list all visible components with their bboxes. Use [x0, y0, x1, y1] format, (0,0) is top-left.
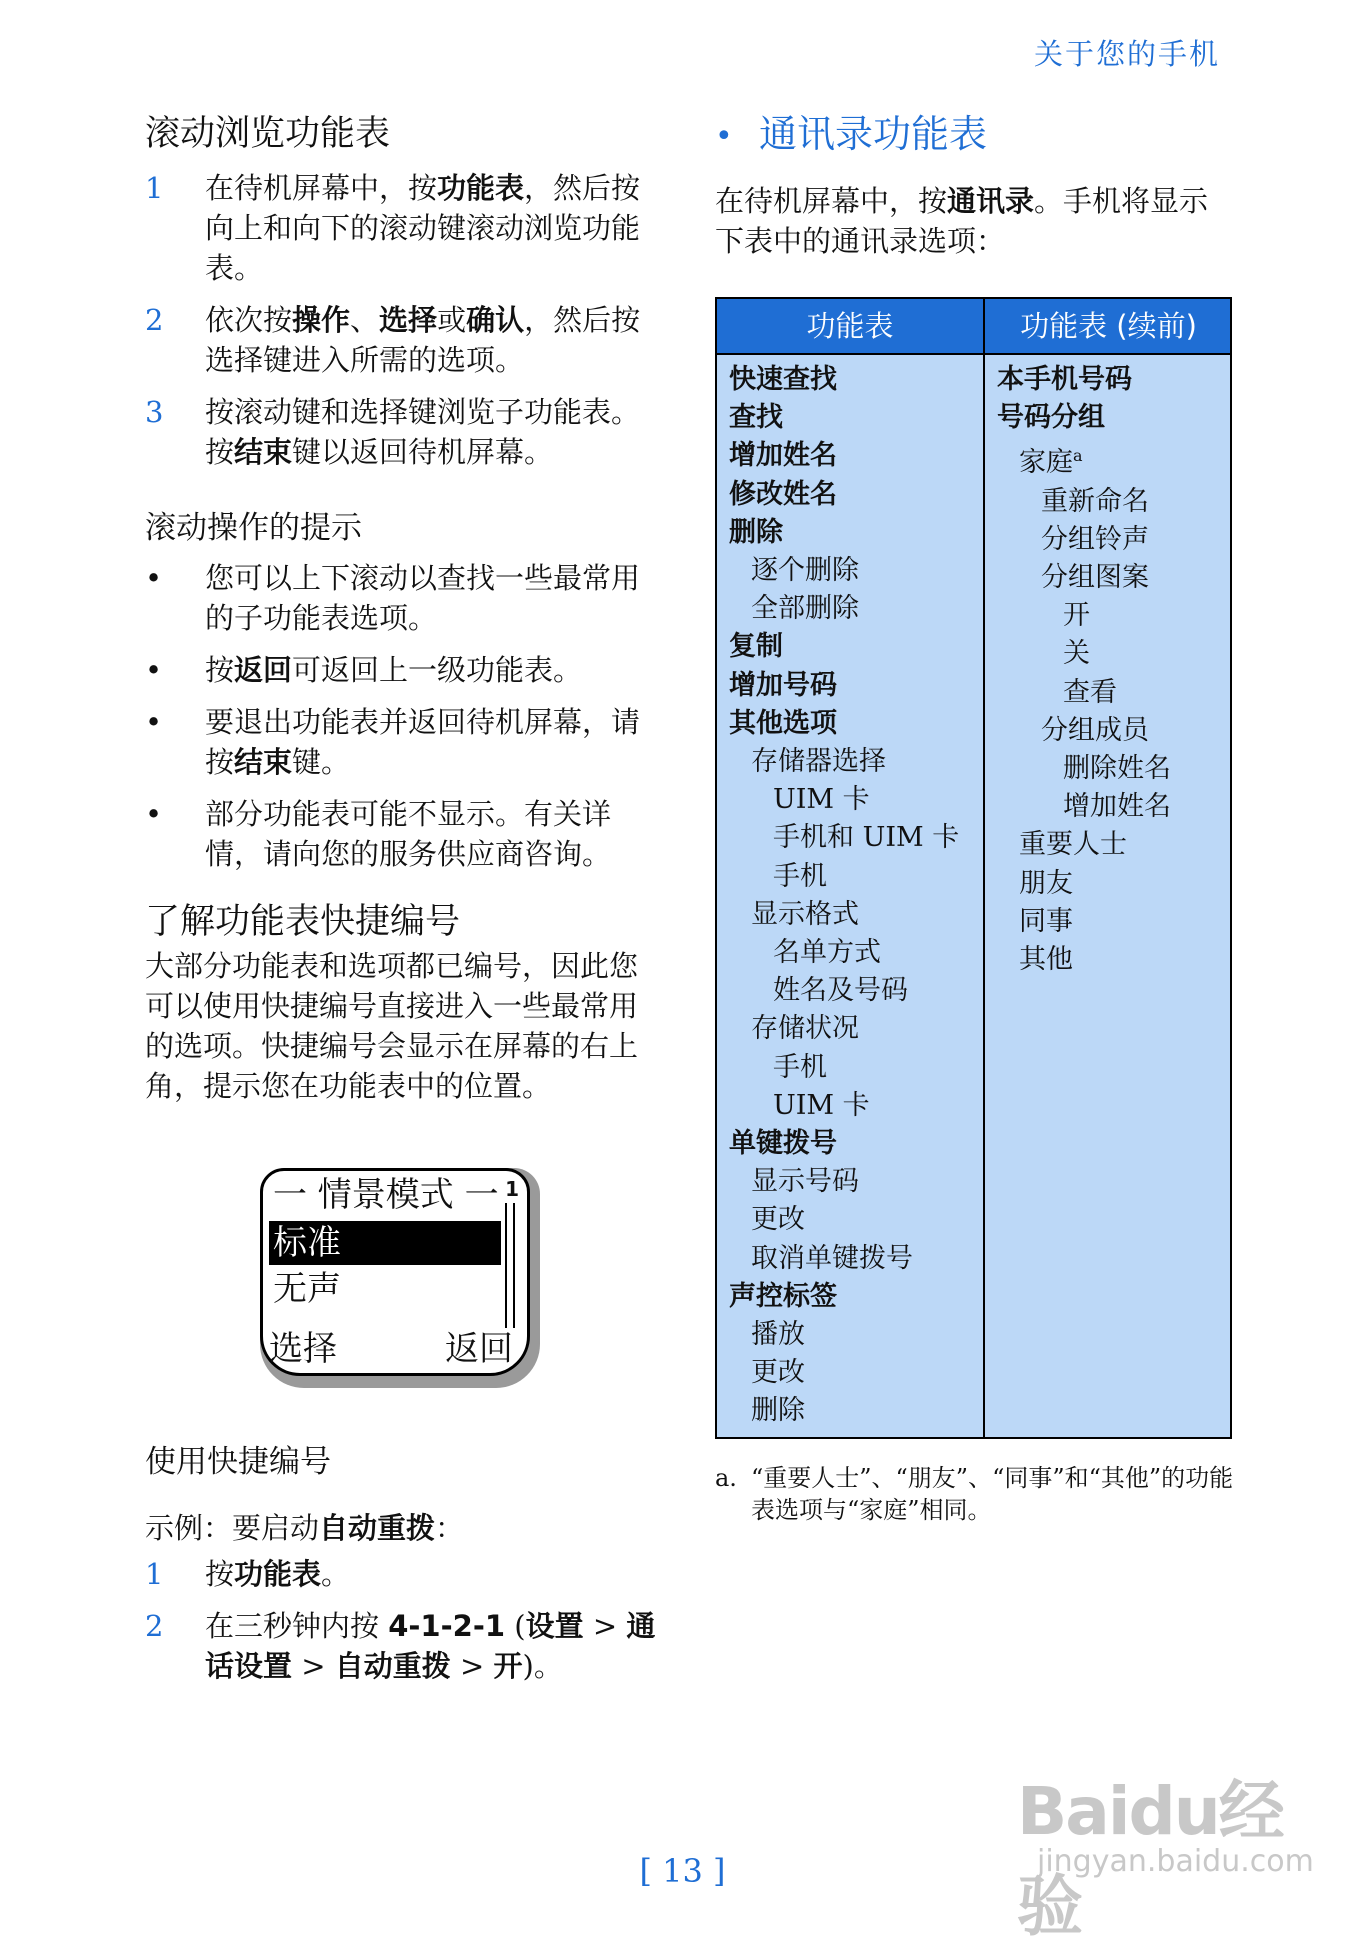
menu-option: 删除: [729, 516, 783, 548]
menu-option: 关: [1063, 638, 1090, 670]
step-number: 2: [145, 1609, 164, 1643]
step-item: [145, 300, 660, 380]
text-run: 您可以上下滚动以查找一些最常用的子功能表选项。: [205, 561, 641, 635]
menu-option: 朋友: [1019, 867, 1073, 899]
ui-term: 确认: [466, 303, 525, 337]
menu-option: 更改: [751, 1357, 805, 1389]
ui-term: 4-1-2-1: [388, 1609, 506, 1643]
shortcut-section-title: 了解功能表快捷编号: [145, 902, 461, 942]
section-bullet: •: [715, 118, 733, 154]
phone-selected-item: 标准: [269, 1221, 501, 1265]
text-run: 示例：要启动: [145, 1511, 320, 1545]
bullet-item: [145, 650, 660, 690]
text-run: 。: [321, 1557, 351, 1591]
text-run: ：: [435, 1511, 465, 1545]
ui-term: 功能表: [437, 171, 525, 205]
menu-option: 名单方式: [773, 937, 881, 969]
bullet-item: [145, 794, 660, 874]
step-number: 1: [145, 171, 164, 205]
menu-option: 手机: [773, 860, 827, 892]
menu-option: 显示格式: [751, 898, 859, 930]
phone-screen-title: 一 情景模式 一: [273, 1175, 499, 1215]
menu-option: 查看: [1063, 676, 1117, 708]
menu-option: 取消单键拨号: [751, 1242, 913, 1274]
shortcut-body: 大部分功能表和选项都已编号，因此您可以使用快捷编号直接进入一些最常用的选项。快捷编号会显示在屏幕的右上角，提示您在功能表中的位置。: [145, 949, 639, 1103]
use-section-title: 使用快捷编号: [145, 1444, 331, 1480]
menu-option: 逐个删除: [751, 555, 859, 587]
menu-option: 同事: [1019, 905, 1073, 937]
contacts-menu-table: [715, 297, 1232, 1439]
step-number: 2: [145, 303, 164, 337]
text-run: 在待机屏幕中，按: [205, 171, 438, 205]
text-run: 键。: [292, 745, 351, 779]
phone-right-softkey: 返回: [445, 1329, 513, 1369]
use-shortcut-section: [145, 1440, 660, 1698]
text-run: )。: [522, 1649, 563, 1683]
bullet-dot: •: [145, 705, 163, 739]
text-run: ，然后按向上和向下的滚动键滚动浏览功能表。: [205, 171, 641, 285]
ui-term: 开: [493, 1649, 523, 1683]
menu-option: 其他选项: [729, 707, 837, 739]
right-column: [715, 110, 1230, 261]
step-item: [145, 1554, 660, 1594]
text-run: 按: [205, 1557, 235, 1591]
table-header-col1: 功能表: [806, 309, 894, 343]
ui-term: 选择: [379, 303, 438, 337]
ui-term: 通讯录: [947, 183, 1035, 218]
menu-option: 家庭$^a$: [1019, 446, 1083, 479]
item-text: [205, 395, 640, 469]
footnote-label: a.: [715, 1464, 737, 1492]
text-run: 。手机将显示下表中的通讯录选项：: [715, 183, 1209, 258]
step-item: [145, 168, 660, 288]
menu-option: 快速查找: [729, 364, 837, 395]
text-run: >: [292, 1649, 335, 1683]
menu-option: 手机和 UIM 卡: [773, 822, 960, 854]
text-run: 或: [437, 303, 467, 337]
text-run: 键以返回待机屏幕。: [292, 435, 554, 469]
step-item: [145, 392, 660, 472]
phone-left-softkey: 选择: [269, 1329, 337, 1369]
running-header: 关于您的手机: [1033, 37, 1220, 71]
menu-option: 查找: [729, 402, 783, 434]
menu-option: 删除: [751, 1395, 805, 1427]
menu-option: UIM 卡: [773, 1089, 870, 1121]
menu-option: 姓名及号码: [773, 975, 908, 1007]
menu-option: 本手机号码: [997, 364, 1132, 395]
table-column-divider: [983, 299, 985, 1437]
bullet-item: [145, 558, 660, 638]
menu-option: 增加号码: [729, 669, 837, 701]
item-text: [205, 1557, 350, 1591]
text-run: ，然后按选择键进入所需的选项。: [205, 303, 641, 377]
ui-term: 设置: [525, 1609, 584, 1643]
item-text: [205, 797, 611, 871]
phone-list-item: 无声: [273, 1269, 341, 1309]
item-text: [205, 171, 640, 285]
watermark-logo: Baidu经验: [1017, 1773, 1283, 1945]
watermark-url: jingyan.baidu.com: [1037, 1844, 1314, 1879]
phone-shortcut-number: 1: [505, 1177, 519, 1201]
footnote-text: “重要人士”、“朋友”、“同事”和“其他”的功能表选项与“家庭”相同。: [751, 1464, 1234, 1524]
scroll-section-title: 滚动浏览功能表: [145, 114, 391, 154]
ui-term: 返回: [234, 653, 293, 687]
text-run: >: [450, 1649, 494, 1683]
step-number: 3: [145, 395, 164, 429]
menu-option: 其他: [1019, 944, 1073, 976]
table-header: [717, 299, 1230, 355]
ui-term: 自动重拨: [334, 1649, 451, 1683]
item-text: [205, 705, 640, 779]
bullet-dot: •: [145, 653, 163, 687]
ui-term: 自动重拨: [319, 1511, 436, 1545]
menu-option: 分组铃声: [1041, 523, 1149, 555]
menu-option: 分组成员: [1041, 714, 1149, 746]
menu-option: 号码分组: [997, 402, 1105, 434]
ui-term: 功能表: [234, 1557, 322, 1591]
menu-option: 删除姓名: [1063, 753, 1171, 785]
item-text: [205, 653, 582, 687]
step-item: [145, 1606, 660, 1686]
item-text: [205, 561, 640, 635]
menu-option: UIM 卡: [773, 784, 870, 816]
text-run: (: [505, 1609, 526, 1643]
contacts-section-title: • 通讯录功能表: [715, 110, 1230, 161]
phone-scrollbar: [505, 1203, 515, 1328]
ui-term: 操作: [292, 303, 351, 337]
left-column: [145, 110, 660, 1106]
contacts-intro: [715, 181, 1230, 261]
text-run: >: [583, 1609, 627, 1643]
menu-option: 存储器选择: [751, 746, 886, 778]
step-number: 1: [145, 1557, 164, 1591]
bullet-item: [145, 702, 660, 782]
menu-option: 开: [1063, 600, 1090, 632]
text-run: 在待机屏幕中，按: [715, 183, 948, 218]
baidu-watermark: [1017, 1758, 1337, 1945]
text-run: 按: [205, 653, 235, 687]
phone-display: [260, 1168, 530, 1376]
menu-option: 分组图案: [1041, 562, 1149, 594]
scroll-steps: [145, 168, 660, 472]
table-header-col2: 功能表 (续前): [1020, 309, 1197, 343]
menu-option: 声控标签: [729, 1280, 837, 1312]
menu-option: 修改姓名: [729, 478, 837, 510]
menu-option: 播放: [751, 1319, 805, 1351]
table-footnote: [715, 1462, 1235, 1526]
use-example: [145, 1508, 660, 1548]
menu-option: 增加姓名: [729, 440, 837, 472]
menu-option: 单键拨号: [729, 1128, 837, 1160]
menu-option: 增加姓名: [1063, 791, 1171, 823]
menu-option: 全部删除: [751, 593, 859, 625]
menu-option: 复制: [729, 631, 783, 663]
text-run: 依次按: [205, 303, 293, 337]
text-run: 可返回上一级功能表。: [292, 653, 583, 687]
menu-option: 重新命名: [1041, 485, 1149, 517]
menu-option: 手机: [773, 1051, 827, 1083]
item-text: [205, 1609, 655, 1683]
bullet-dot: •: [145, 797, 163, 831]
phone-screen-illustration: [260, 1168, 540, 1388]
text-run: 要退出功能表并返回待机屏幕，请按: [205, 705, 641, 779]
tips-list: [145, 558, 660, 874]
ui-term: 通话设置: [205, 1609, 656, 1683]
menu-option: 重要人士: [1019, 829, 1127, 861]
text-run: 部分功能表可能不显示。有关详情，请向您的服务供应商咨询。: [205, 797, 612, 871]
text-run: 在三秒钟内按: [205, 1609, 389, 1643]
ui-term: 结束: [234, 745, 293, 779]
text-run: 按滚动键和选择键浏览子功能表。按: [205, 395, 641, 469]
table-column-2: [997, 361, 1171, 979]
bullet-dot: •: [145, 561, 163, 595]
tips-section-title: 滚动操作的提示: [145, 510, 362, 546]
item-text: [205, 303, 640, 377]
use-steps: [145, 1554, 660, 1686]
footnote-marker: a: [1073, 446, 1083, 466]
menu-option: 存储状况: [751, 1013, 859, 1045]
table-column-1: [729, 361, 959, 1431]
page-number: [ 13 ]: [639, 1852, 726, 1890]
text-run: 、: [350, 303, 380, 337]
menu-option: 显示号码: [751, 1166, 859, 1198]
menu-option: 更改: [751, 1204, 805, 1236]
ui-term: 结束: [234, 435, 293, 469]
